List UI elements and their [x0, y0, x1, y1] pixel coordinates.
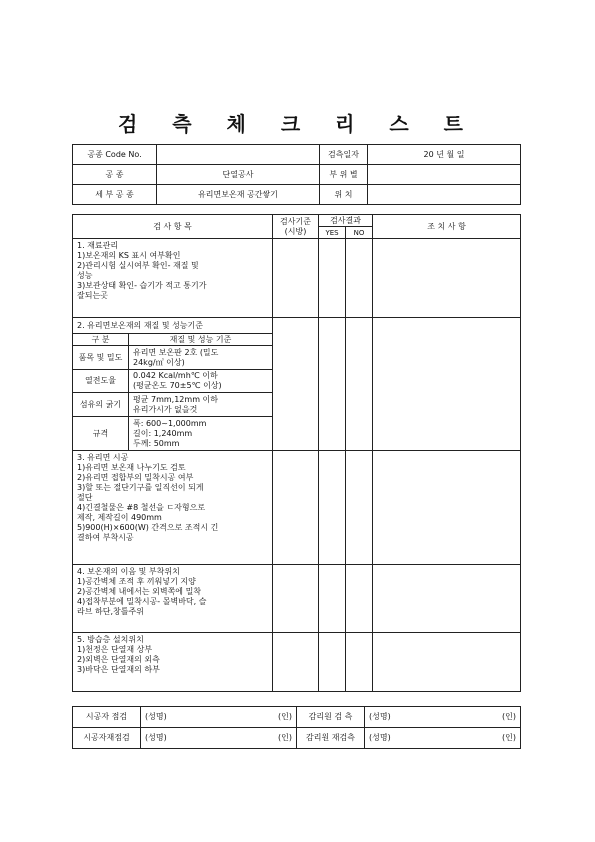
seal-mark: (인) [278, 733, 292, 742]
seal-mark: (인) [502, 733, 516, 742]
location-field[interactable] [368, 185, 521, 205]
contractor-check-label: 시공자 점검 [73, 707, 141, 728]
section-1-material-management: 1. 재료관리 1)보온재의 KS 표시 여부확인 2)관리시험 실시여부 확인- 재질 및 성능 3)보관상태 확인- 습기가 적고 통기가 잘되는곳 [73, 239, 273, 318]
col-header-no: NO [346, 227, 373, 239]
name-placeholder: (성명) [145, 733, 167, 742]
name-placeholder: (성명) [369, 712, 391, 721]
action-cell[interactable] [373, 565, 521, 633]
inspection-date-field[interactable]: 20 년 월 일 [368, 145, 521, 165]
header-table [72, 144, 521, 205]
contractor-signature-field[interactable] [141, 707, 297, 728]
col-header-yes: YES [319, 227, 346, 239]
no-checkbox[interactable] [346, 318, 373, 451]
name-placeholder: (성명) [369, 733, 391, 742]
detail-work-value[interactable]: 유리면보온재 공간쌓기 [157, 185, 320, 205]
criteria-cell[interactable] [273, 633, 319, 692]
yes-checkbox[interactable] [319, 451, 346, 565]
criteria-cell[interactable] [273, 451, 319, 565]
yes-checkbox[interactable] [319, 565, 346, 633]
inspection-date-label: 검측일자 [320, 145, 368, 165]
spec-row-label: 섬유의 굵기 [73, 393, 129, 417]
spec-row-value: 0.042 Kcal/mh℃ 이하 (평균온도 70±5℃ 이상) [129, 370, 273, 393]
criteria-cell[interactable] [273, 318, 319, 451]
work-code-label: 공종 Code No. [73, 145, 157, 165]
name-placeholder: (성명) [145, 712, 167, 721]
supervisor-signature-field[interactable] [365, 707, 521, 728]
document-title: 검 측 체 크 리 스 트 [117, 112, 478, 136]
seal-mark: (인) [278, 712, 292, 721]
spec-row-label: 품목 및 밀도 [73, 346, 129, 370]
checklist-table [72, 214, 521, 692]
action-cell[interactable] [373, 451, 521, 565]
spec-header-criteria: 재질 및 성능 기준 [129, 334, 273, 346]
yes-checkbox[interactable] [319, 239, 346, 318]
col-header-action: 조 치 사 항 [373, 215, 521, 239]
spec-row-value: 유리면 보온판 2호 (밀도 24kg/㎥ 이상) [129, 346, 273, 370]
part-name-field[interactable] [368, 165, 521, 185]
section-5-vapor-barrier: 5. 방습층 설치위치 1)천정은 단열재 상부 2)외벽은 단열재의 외측 3)바닥은 단열재의 하부 [73, 633, 273, 692]
spec-row-value: 평균 7mm,12mm 이하 유리가시가 없을것 [129, 393, 273, 417]
seal-mark: (인) [502, 712, 516, 721]
action-cell[interactable] [373, 318, 521, 451]
work-code-field[interactable] [157, 145, 320, 165]
yes-checkbox[interactable] [319, 318, 346, 451]
spec-row-label: 규격 [73, 417, 129, 451]
location-label: 위 치 [320, 185, 368, 205]
col-header-result: 검사결과 [319, 215, 373, 227]
contractor-recheck-label: 시공자재점검 [73, 728, 141, 749]
no-checkbox[interactable] [346, 239, 373, 318]
yes-checkbox[interactable] [319, 633, 346, 692]
part-name-label: 부 위 별 [320, 165, 368, 185]
col-header-item: 검 사 항 목 [73, 215, 273, 239]
supervisor-recheck-signature-field[interactable] [365, 728, 521, 749]
work-type-label: 공 종 [73, 165, 157, 185]
signature-table [72, 706, 521, 749]
spec-row-value: 폭: 600~1,000mm 길이: 1,240mm 두께: 50mm [129, 417, 273, 451]
action-cell[interactable] [373, 633, 521, 692]
criteria-cell[interactable] [273, 565, 319, 633]
work-type-value[interactable]: 단열공사 [157, 165, 320, 185]
section-2-title: 2. 유리면보온재의 재질 및 성능기준 [73, 318, 273, 334]
section-4-joints-attachment: 4. 보온재의 이음 및 부착위치 1)공간벽체 조적 후 끼워넣기 지양 2)공간벽체 내에서는 외벽쪽에 밀착 4)접착부분에 밀착시공- 몰벽바닥, 슬 라브 하단,창틀주위 [73, 565, 273, 633]
contractor-recheck-signature-field[interactable] [141, 728, 297, 749]
no-checkbox[interactable] [346, 633, 373, 692]
col-header-criteria: 검사기준 (시방) [273, 215, 319, 239]
section-3-installation: 3. 유리면 시공 1)유리면 보온재 나누기도 검토 2)유리면 접합부의 밀착시공 여부 3)할 또는 절단기구를 일직선이 되게 절단 4)긴결철물은 #8 철선을 ㄷ자형으로 제작, 제작길이 490mm 5)900(H)×600(W) 간격으로 조적시 긴 결하여 부착시공 [73, 451, 273, 565]
no-checkbox[interactable] [346, 451, 373, 565]
supervisor-reinspection-label: 감리원 재검측 [297, 728, 365, 749]
spec-row-label: 열전도율 [73, 370, 129, 393]
action-cell[interactable] [373, 239, 521, 318]
no-checkbox[interactable] [346, 565, 373, 633]
detail-work-label: 세 부 공 종 [73, 185, 157, 205]
criteria-cell[interactable] [273, 239, 319, 318]
spec-header-category: 구 분 [73, 334, 129, 346]
supervisor-inspection-label: 감리원 검 측 [297, 707, 365, 728]
